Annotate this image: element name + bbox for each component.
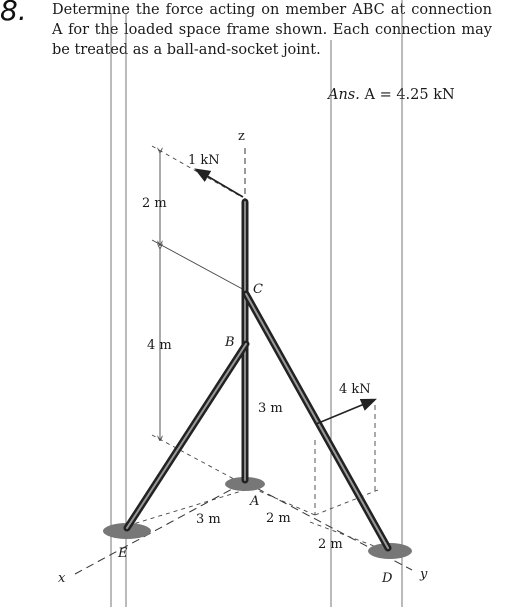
dim-label-2m-AD: 2 m [266,511,291,526]
load-1kN-arrow [197,170,243,197]
axis-label-x: x [58,571,66,586]
answer-label: Ans. [328,87,360,103]
joint-label-C: C [253,282,263,297]
problem-statement: Determine the force acting on member ABC at connection A for the loaded space frame shown. Each connection may be treated as a ball-and-socket joint. [52,2,492,58]
dim-label-3m-vertical: 3 m [258,401,283,416]
load-label-1kN: 1 kN [188,153,220,168]
problem-number: 8. [0,0,27,27]
scan-lines [111,0,402,607]
dim-label-3m-AE: 3 m [196,512,221,527]
dim-label-2m-top: 2 m [142,196,167,211]
load-4kN-arrow [316,400,374,424]
joint-label-D: D [382,571,393,586]
axis-label-z: z [238,129,245,144]
joint-label-E: E [118,546,128,561]
axis-label-y: y [420,567,428,582]
joint-label-A: A [250,494,260,509]
dim-label-2m-D: 2 m [318,537,343,552]
x-axis [75,482,245,574]
dim-label-4m: 4 m [147,338,172,353]
joint-label-B: B [225,335,235,350]
load-label-4kN: 4 kN [339,382,371,397]
answer-value: A = 4.25 kN [364,87,455,103]
